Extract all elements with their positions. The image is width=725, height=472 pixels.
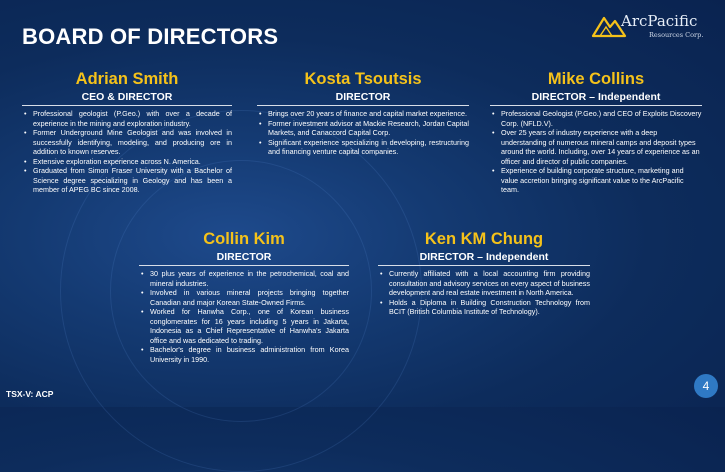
bullet-item: • Former investment advisor at Mackie Research, Jordan Capital Markets, and Canaccord Capital Corp. <box>257 119 469 138</box>
director-bullets <box>22 106 232 195</box>
bullet-item: • Currently affiliated with a local accounting firm providing consultation and advisory services on every aspect of business development and real estate investment in North America. <box>378 269 590 298</box>
bullet-item: • 30 plus years of experience in the petrochemical, coal and mineral industries. <box>139 269 349 288</box>
director-name: Mike Collins <box>547 70 645 88</box>
bullet-item: • Involved in various mineral projects bringing together Canadian and major Korean State-Owned Firms. <box>139 288 349 307</box>
ticker-symbol: TSX-V: ACP <box>6 389 54 399</box>
company-logo <box>591 10 711 42</box>
director-bullets <box>139 266 349 364</box>
bullet-item: • Experience of building corporate structure, marketing and value accretion bringing significant value to the ArcPacific team. <box>490 166 702 195</box>
director-name: Ken KM Chung <box>424 230 544 248</box>
director-card <box>257 69 469 157</box>
director-card <box>378 229 590 317</box>
director-role: DIRECTOR – Independent <box>378 250 590 266</box>
logo-name: ArcPacific <box>621 12 698 30</box>
bullet-item: • Bachelor's degree in business administration from Korea University in 1990. <box>139 345 349 364</box>
director-role: CEO & DIRECTOR <box>22 90 232 106</box>
director-role: DIRECTOR – Independent <box>490 90 702 106</box>
director-card <box>139 229 349 364</box>
director-bullets <box>490 106 702 195</box>
bullet-item: • Holds a Diploma in Building Construction Technology from BCIT (British Columbia Institute of Technology). <box>378 298 590 317</box>
director-name: Kosta Tsoutsis <box>304 70 422 88</box>
director-name: Adrian Smith <box>75 70 179 88</box>
director-role: DIRECTOR <box>139 250 349 266</box>
director-name: Collin Kim <box>203 230 285 248</box>
director-bullets <box>378 266 590 317</box>
bullet-item: • Former Underground Mine Geologist and was involved in successfully identifying, modeling, and producing ore in addition to known reserves. <box>22 128 232 157</box>
bullet-item: • Brings over 20 years of finance and capital market experience. <box>257 109 469 119</box>
director-card <box>22 69 232 195</box>
bullet-item: • Over 25 years of industry experience with a deep understanding of numerous mineral camps and deposit types around the world. Including, over 14 years of experience as an officer and director of public companies. <box>490 128 702 166</box>
bullet-item: • Graduated from Simon Fraser University with a Bachelor of Science degree specializing in Geology and has been a member of APEG BC since 2008. <box>22 166 232 195</box>
page-number-badge: 4 <box>694 374 718 398</box>
slide-title: BOARD OF DIRECTORS <box>22 24 279 49</box>
bullet-item: • Extensive exploration experience across N. America. <box>22 157 232 167</box>
director-card <box>490 69 702 195</box>
director-role: DIRECTOR <box>257 90 469 106</box>
bullet-item: • Professional geologist (P.Geo.) with over a decade of experience in the mining and exploration industry. <box>22 109 232 128</box>
bullet-item: • Significant experience specializing in developing, restructuring and financing venture capital companies. <box>257 138 469 157</box>
bullet-item: • Professional Geologist (P.Geo.) and CEO of Exploits Discovery Corp. (NFLD.V). <box>490 109 702 128</box>
director-bullets <box>257 106 469 157</box>
bullet-item: • Worked for Hanwha Corp., one of Korean business conglomerates for 16 years including 5 years in Jakarta, Indonesia as a Chief Representative of Hanwha's Jakarta office and was dedicated to trading. <box>139 307 349 345</box>
logo-subtitle: Resources Corp. <box>649 31 704 39</box>
